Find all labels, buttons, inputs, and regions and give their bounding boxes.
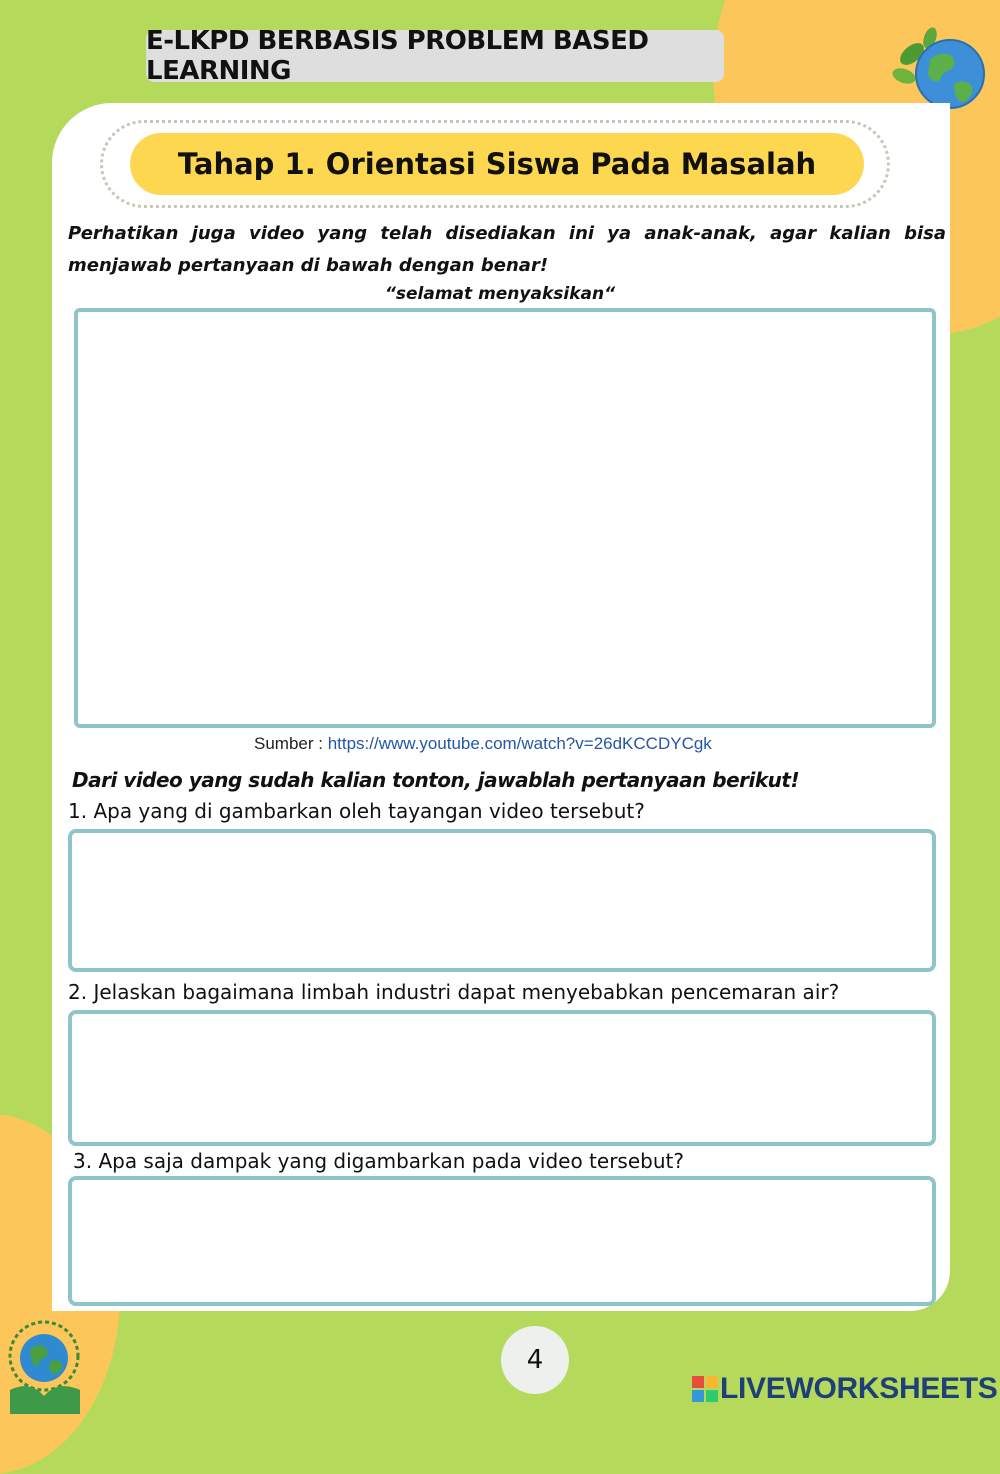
question-2: 2. Jelaskan bagaimana limbah industri dapat menyebabkan pencemaran air? — [68, 980, 840, 1004]
brand-name[interactable]: LIVEWORKSHEETS — [720, 1372, 998, 1405]
source-link[interactable]: https://www.youtube.com/watch?v=26dKCCDYCgk — [327, 734, 712, 753]
header-title: E-LKPD BERBASIS PROBLEM BASED LEARNING — [146, 30, 724, 82]
earth-hands-icon — [0, 1310, 96, 1414]
video-embed[interactable] — [74, 308, 936, 728]
intro-text: Perhatikan juga video yang telah disediakan ini ya anak-anak, agar kalian bisa menjawab pertanyaan di bawah dengan benar! — [68, 223, 946, 276]
answer-box-3[interactable] — [68, 1176, 936, 1306]
instruction-text: Dari video yang sudah kalian tonton, jawablah pertanyaan berikut! — [72, 768, 800, 792]
globe-leaves-icon — [890, 24, 990, 114]
brand-footer — [692, 1372, 998, 1406]
liveworksheets-logo-icon — [692, 1376, 718, 1402]
intro-tagline: “selamat menyaksikan“ — [384, 284, 616, 304]
answer-box-2[interactable] — [68, 1010, 936, 1146]
video-source — [254, 734, 712, 754]
source-label: Sumber : — [254, 734, 328, 753]
question-3: 3. Apa saja dampak yang digambarkan pada video tersebut? — [73, 1149, 684, 1173]
page-number: 4 — [501, 1326, 569, 1394]
question-1: 1. Apa yang di gambarkan oleh tayangan video tersebut? — [68, 799, 645, 823]
section-title: Tahap 1. Orientasi Siswa Pada Masalah — [130, 133, 864, 195]
answer-box-1[interactable] — [68, 829, 936, 972]
